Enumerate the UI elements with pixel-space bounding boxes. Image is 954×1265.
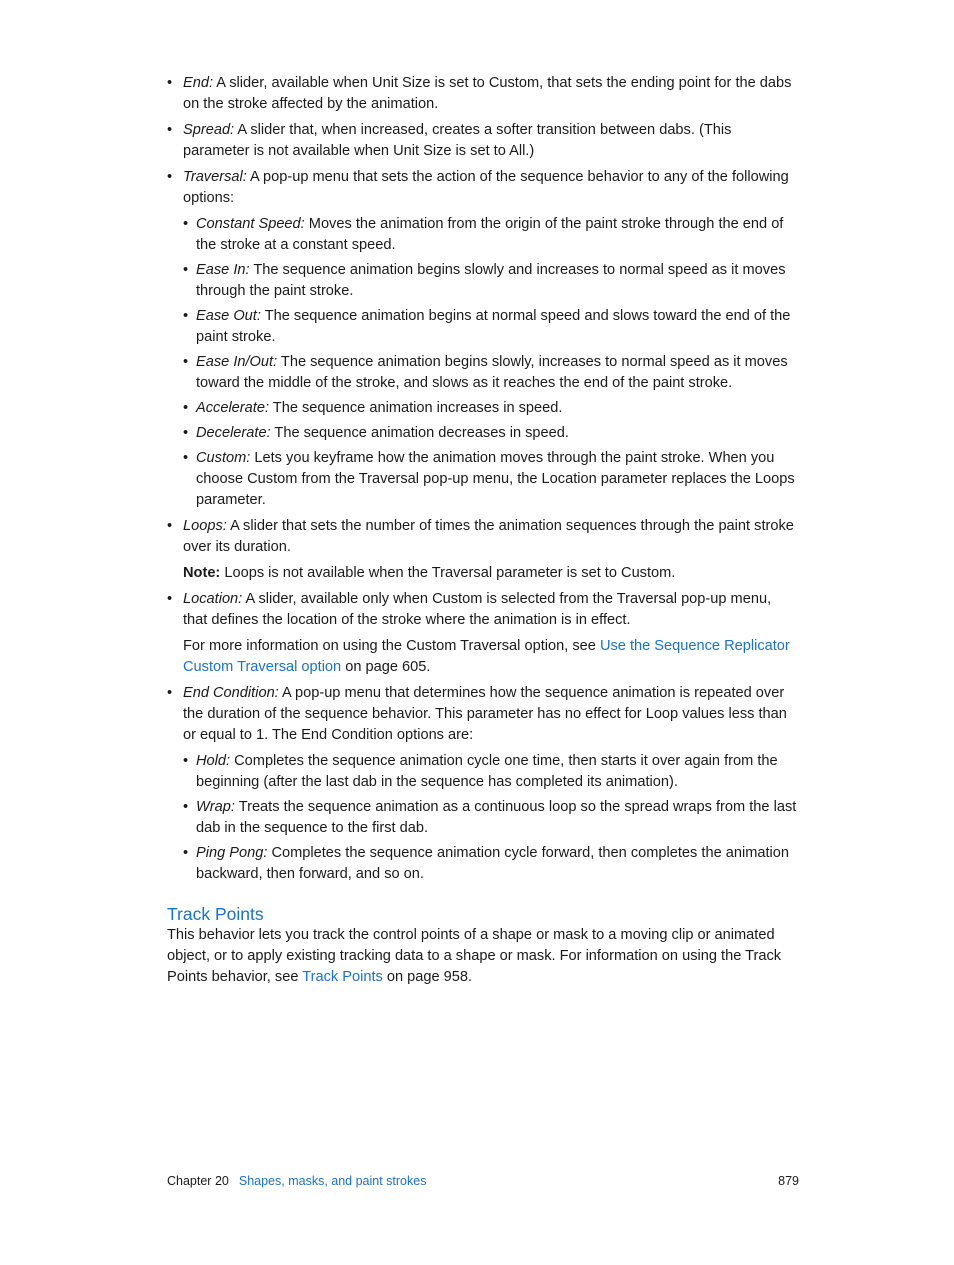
section-body-text: This behavior lets you track the control points of a shape or mask to a moving clip or animated object, or to apply existing tracking data to a shape or mask. For information on using the Track Points behavior, see [167,927,782,985]
list-item [183,843,799,885]
page-number: 879 [778,1174,799,1188]
footer-chapter: Chapter 20 [167,1174,229,1188]
bullet: • [183,425,189,441]
item-text: The sequence animation begins slowly, increases to normal speed as it moves toward the middle of the stroke, and slows as it reaches the end of the paint stroke. [196,354,788,391]
note-text: Loops is not available when the Traversal parameter is set to Custom. [220,565,676,581]
item-text: The sequence animation decreases in speed. [270,425,569,441]
bullet: • [183,799,189,815]
item-term: Traversal: [183,169,247,185]
item-text: A slider that sets the number of times the animation sequences through the paint stroke over its duration. [183,518,794,555]
bullet: • [183,845,189,861]
bullet: • [183,450,189,466]
section-body-page: on page 958. [382,969,473,985]
bullet: • [167,75,173,91]
bullet: • [167,518,173,534]
item-term: Decelerate: [196,425,271,441]
list-item [183,306,799,348]
item-text: A pop-up menu that sets the action of the sequence behavior to any of the following options: [183,169,789,206]
section-title: Track Points [167,904,264,924]
parameter-list [167,73,799,885]
item-term: Location: [183,591,243,607]
bullet: • [167,685,173,701]
track-points-link[interactable]: Track Points [302,969,383,985]
end-condition-options-list [183,751,799,885]
bullet: • [167,122,173,138]
list-item [183,352,799,394]
loops-note [183,563,799,584]
bullet: • [183,308,189,324]
section-body [167,925,799,988]
bullet: • [183,354,189,370]
item-term: End: [183,75,214,91]
list-item-end [167,73,799,115]
page-footer [167,1172,799,1190]
list-item [183,448,799,511]
note-label: Note: [183,565,221,581]
list-item-loops [167,516,799,584]
item-text: Lets you keyframe how the animation moves through the paint stroke. When you choose Custom from the Traversal pop-up menu, the Location parameter replaces the Loops parameter. [196,450,795,508]
item-text: Completes the sequence animation cycle forward, then completes the animation backward, then forward, and so on. [196,845,790,882]
bullet: • [167,169,173,185]
custom-traversal-link[interactable]: Use the Sequence Replicator Custom Traversal option [183,638,790,675]
list-item-spread [167,120,799,162]
item-text: A slider that, when increased, creates a softer transition between dabs. (This parameter is not available when Unit Size is set to All.) [183,122,732,159]
location-more-info [183,636,799,678]
item-term: Constant Speed: [196,216,305,232]
item-term: Spread: [183,122,235,138]
more-info-page: on page 605. [341,659,431,675]
item-text: A pop-up menu that determines how the sequence animation is repeated over the duration of the sequence behavior. This parameter has no effect for Loop values less than or equal to 1. The End Condition options are: [183,685,787,743]
traversal-options-list [183,214,799,511]
footer-chapter-title-link[interactable]: Shapes, masks, and paint strokes [238,1174,427,1188]
list-item [183,797,799,839]
item-text: Completes the sequence animation cycle one time, then starts it over again from the beginning (after the last dab in the sequence has completed its animation). [196,753,778,790]
list-item [183,423,799,444]
bullet: • [167,591,173,607]
list-item-end-condition [167,683,799,885]
item-text: The sequence animation begins slowly and increases to normal speed as it moves through the paint stroke. [196,262,786,299]
list-item [183,398,799,419]
item-term: Ease Out: [196,308,261,324]
list-item [183,751,799,793]
list-item [183,214,799,256]
item-term: Ease In: [196,262,250,278]
item-term: End Condition: [183,685,279,701]
page-content [167,73,799,988]
item-text: Treats the sequence animation as a continuous loop so the spread wraps from the last dab in the sequence to the first dab. [196,799,797,836]
more-info-text: For more information on using the Custom Traversal option, see [183,638,600,654]
item-text: Moves the animation from the origin of the paint stroke through the end of the stroke at a constant speed. [196,216,784,253]
bullet: • [183,753,189,769]
item-term: Loops: [183,518,227,534]
item-term: Hold: [196,753,231,769]
list-item-traversal [167,167,799,511]
list-item [183,260,799,302]
item-term: Ping Pong: [196,845,268,861]
item-term: Wrap: [196,799,235,815]
bullet: • [183,400,189,416]
list-item-location [167,589,799,678]
item-text: A slider, available when Unit Size is set to Custom, that sets the ending point for the dabs on the stroke affected by the animation. [183,75,792,112]
item-term: Custom: [196,450,251,466]
item-term: Accelerate: [196,400,270,416]
item-text: A slider, available only when Custom is selected from the Traversal pop-up menu, that defines the location of the stroke where the animation is in effect. [183,591,772,628]
item-text: The sequence animation increases in speed. [269,400,563,416]
bullet: • [183,216,189,232]
item-text: The sequence animation begins at normal speed and slows toward the end of the paint stroke. [196,308,791,345]
bullet: • [183,262,189,278]
item-term: Ease In/Out: [196,354,278,370]
